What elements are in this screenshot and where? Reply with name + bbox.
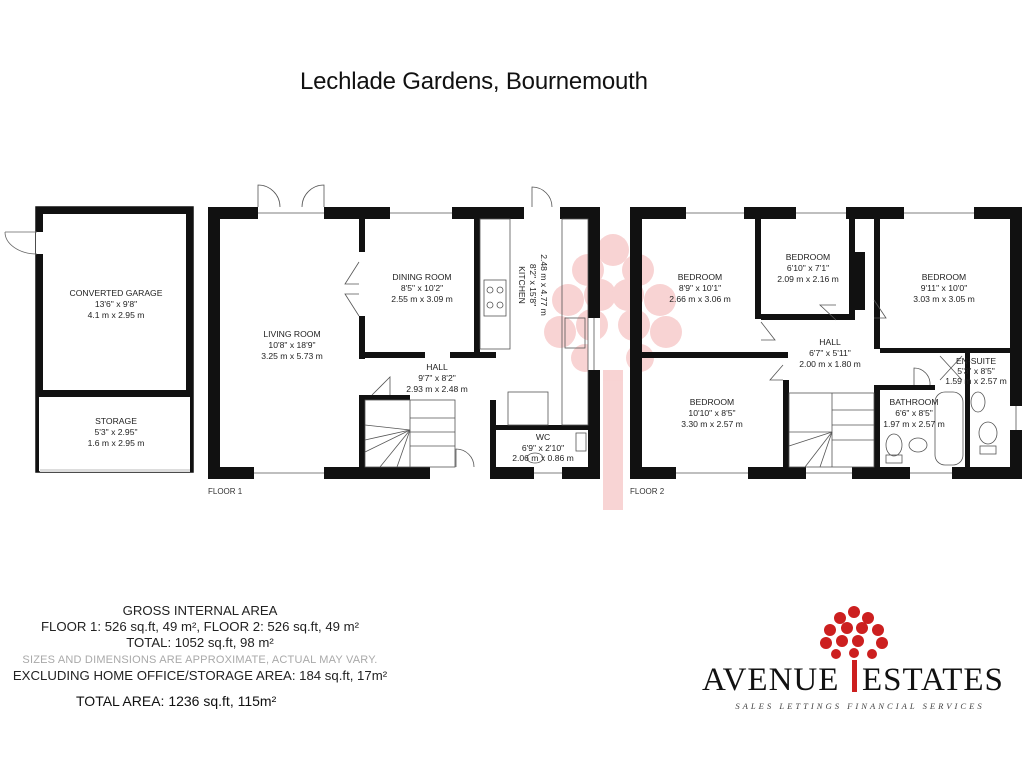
- room-label-bedroom-4: [681, 397, 743, 429]
- svg-text:CONVERTED GARAGE: CONVERTED GARAGE: [69, 288, 163, 298]
- room-label-garage: [70, 288, 163, 320]
- room-label-wc: [512, 432, 574, 463]
- svg-text:10'10" x 8'5": 10'10" x 8'5": [688, 408, 736, 418]
- svg-text:BEDROOM: BEDROOM: [689, 397, 735, 407]
- svg-text:1.6 m x 2.95 m: 1.6 m x 2.95 m: [87, 438, 145, 448]
- logo-word-avenue: AVENUE: [702, 662, 840, 698]
- room-label-living-room: [261, 329, 323, 361]
- svg-text:2.00 m x 1.80 m: 2.00 m x 1.80 m: [799, 359, 861, 369]
- svg-text:8'2" x 15'8": 8'2" x 15'8": [528, 263, 538, 307]
- svg-text:5'3" x 8'5": 5'3" x 8'5": [957, 366, 995, 376]
- area-excluding: EXCLUDING HOME OFFICE/STORAGE AREA: 184 sq.ft, 17m²: [12, 667, 388, 683]
- svg-text:9'7" x 8'2": 9'7" x 8'2": [418, 373, 456, 383]
- svg-text:EN-SUITE: EN-SUITE: [955, 356, 997, 366]
- room-label-dining-room: [391, 272, 453, 304]
- area-floors: FLOOR 1: 526 sq.ft, 49 m², FLOOR 2: 526 sq.ft, 49 m²: [40, 619, 360, 635]
- svg-text:2.06 m x 0.86 m: 2.06 m x 0.86 m: [512, 453, 574, 463]
- svg-text:1.97 m x 2.57 m: 1.97 m x 2.57 m: [883, 419, 945, 429]
- logo-tagline: SALES LETTINGS FINANCIAL SERVICES: [735, 701, 985, 711]
- area-disclaimer: SIZES AND DIMENSIONS ARE APPROXIMATE, ACTUAL MAY VARY.: [22, 653, 378, 666]
- svg-text:HALL: HALL: [819, 337, 841, 347]
- svg-text:8'5" x 10'2": 8'5" x 10'2": [400, 283, 444, 293]
- area-total: TOTAL: 1052 sq.ft, 98 m²: [126, 635, 274, 651]
- floor-2-label: FLOOR 2: [630, 487, 665, 496]
- area-heading: GROSS INTERNAL AREA: [122, 603, 278, 618]
- svg-text:2.55 m x 3.09 m: 2.55 m x 3.09 m: [391, 294, 453, 304]
- svg-text:BEDROOM: BEDROOM: [677, 272, 723, 282]
- svg-text:STORAGE: STORAGE: [95, 416, 137, 426]
- svg-text:DINING ROOM: DINING ROOM: [392, 272, 452, 282]
- svg-text:3.30 m x 2.57 m: 3.30 m x 2.57 m: [681, 419, 743, 429]
- svg-text:8'9" x 10'1": 8'9" x 10'1": [678, 283, 722, 293]
- room-label-hall-floor-2: [799, 337, 861, 369]
- svg-text:13'6" x 9'8": 13'6" x 9'8": [94, 299, 138, 309]
- svg-text:6'7" x 5'11": 6'7" x 5'11": [809, 348, 851, 358]
- total-area: TOTAL AREA: 1236 sq.ft, 115m²: [76, 693, 277, 709]
- room-label-bedroom-2: [777, 252, 839, 284]
- logo-word-estates: ESTATES: [862, 662, 1004, 698]
- svg-text:2.66 m x 3.06 m: 2.66 m x 3.06 m: [669, 294, 731, 304]
- svg-text:BEDROOM: BEDROOM: [921, 272, 967, 282]
- property-title: Lechlade Gardens, Bournemouth: [300, 68, 648, 95]
- svg-text:2.48 m x 4.77 m: 2.48 m x 4.77 m: [539, 254, 549, 316]
- room-label-storage: [88, 416, 145, 448]
- svg-text:LIVING ROOM: LIVING ROOM: [263, 329, 321, 339]
- room-label-bedroom-3: [913, 272, 975, 304]
- room-label-bedroom-1: [669, 272, 731, 304]
- floor-1-label: FLOOR 1: [208, 487, 243, 496]
- svg-text:WC: WC: [535, 432, 551, 442]
- svg-text:1.59 m x 2.57 m: 1.59 m x 2.57 m: [945, 376, 1007, 386]
- svg-text:2.93 m x 2.48 m: 2.93 m x 2.48 m: [406, 384, 468, 394]
- svg-text:4.1 m x 2.95 m: 4.1 m x 2.95 m: [87, 310, 145, 320]
- svg-text:HALL: HALL: [426, 362, 448, 372]
- svg-text:10'8" x 18'9": 10'8" x 18'9": [268, 340, 316, 350]
- room-label-hall-floor-1: [406, 362, 468, 394]
- svg-text:6'6" x 8'5": 6'6" x 8'5": [895, 408, 933, 418]
- svg-text:5'3" x 2.95": 5'3" x 2.95": [94, 427, 138, 437]
- svg-text:9'11" x 10'0": 9'11" x 10'0": [920, 283, 968, 293]
- svg-text:BATHROOM: BATHROOM: [889, 397, 939, 407]
- svg-text:6'9" x 2'10": 6'9" x 2'10": [521, 443, 565, 453]
- svg-text:2.09 m x 2.16 m: 2.09 m x 2.16 m: [777, 274, 839, 284]
- svg-text:6'10" x 7'1": 6'10" x 7'1": [786, 263, 830, 273]
- room-label-en-suite: [945, 356, 1007, 386]
- svg-text:3.03 m x 3.05 m: 3.03 m x 3.05 m: [913, 294, 975, 304]
- room-label-kitchen: [517, 254, 549, 316]
- svg-text:3.25 m x 5.73 m: 3.25 m x 5.73 m: [261, 351, 323, 361]
- room-label-bathroom: [883, 397, 945, 429]
- svg-text:BEDROOM: BEDROOM: [785, 252, 831, 262]
- gross-internal-area: [0, 603, 400, 684]
- svg-text:KITCHEN: KITCHEN: [517, 266, 527, 304]
